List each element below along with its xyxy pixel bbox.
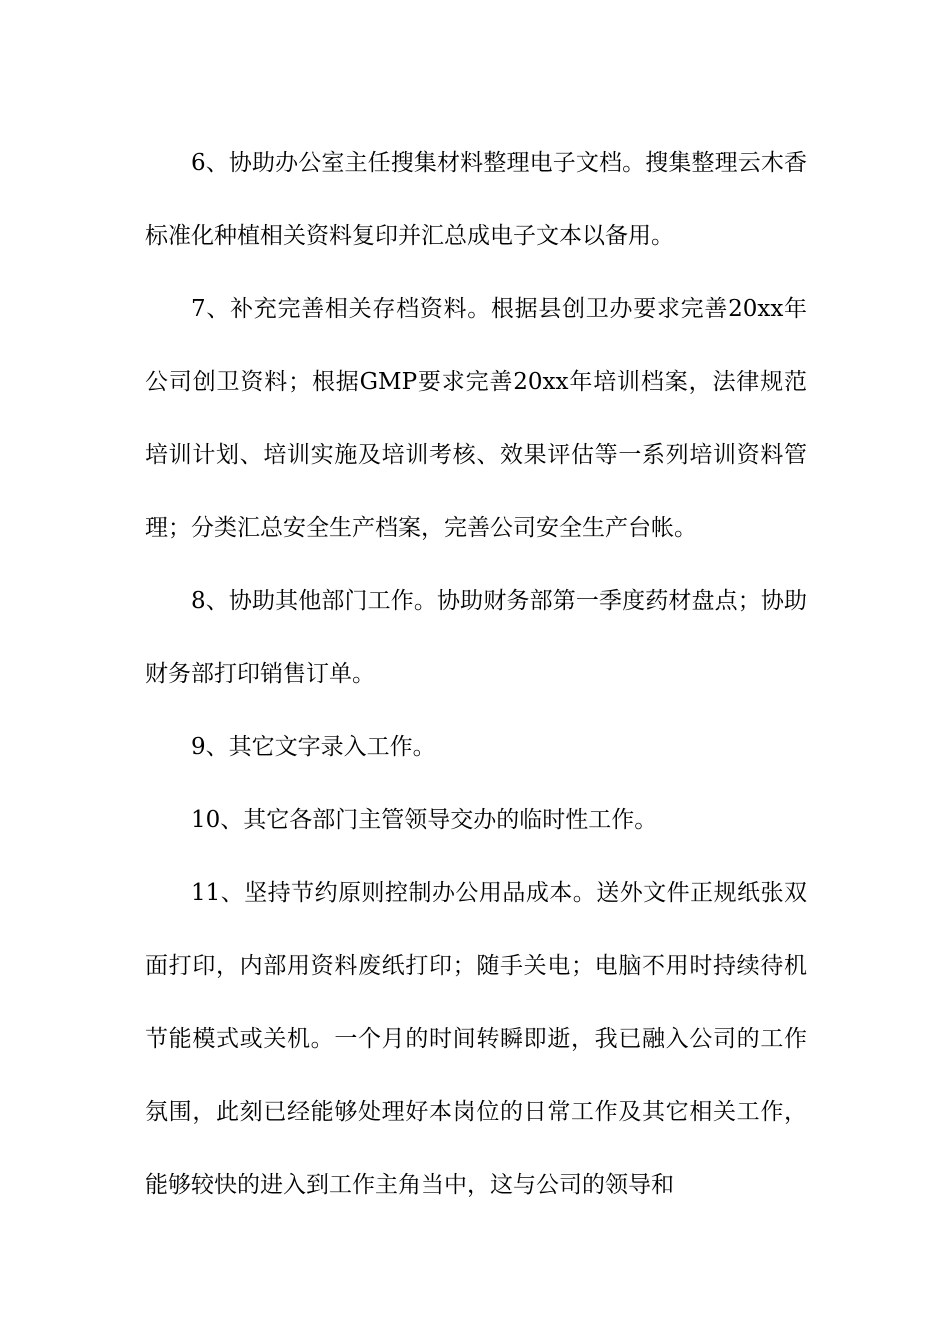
paragraph-item-7: 7、补充完善相关存档资料。根据县创卫办要求完善20xx年公司创卫资料；根据GMP要求完善20xx年培训档案，法律规范培训计划、培训实施及培训考核、效果评估等一系列培训资料管理；分类汇总安全生产档案，完善公司安全生产台帐。: [145, 296, 807, 541]
document-body: [145, 127, 807, 1222]
paragraph-item-9: 9、其它文字录入工作。: [191, 734, 436, 760]
paragraph-item-8: 8、协助其他部门工作。协助财务部第一季度药材盘点；协助财务部打印销售订单。: [145, 588, 807, 687]
paragraph-item-10: 10、其它各部门主管领导交办的临时性工作。: [191, 807, 658, 833]
paragraph-item-6: 6、协助办公室主任搜集材料整理电子文档。搜集整理云木香标准化种植相关资料复印并汇总成电子文本以备用。: [145, 150, 807, 249]
paragraph-item-11: 11、坚持节约原则控制办公用品成本。送外文件正规纸张双面打印，内部用资料废纸打印；随手关电；电脑不用时持续待机节能模式或关机。一个月的时间转瞬即逝，我已融入公司的工作氛围，此刻已经能够处理好本岗位的日常工作及其它相关工作，能够较快的进入到工作主角当中，这与公司的领导和: [145, 880, 807, 1198]
